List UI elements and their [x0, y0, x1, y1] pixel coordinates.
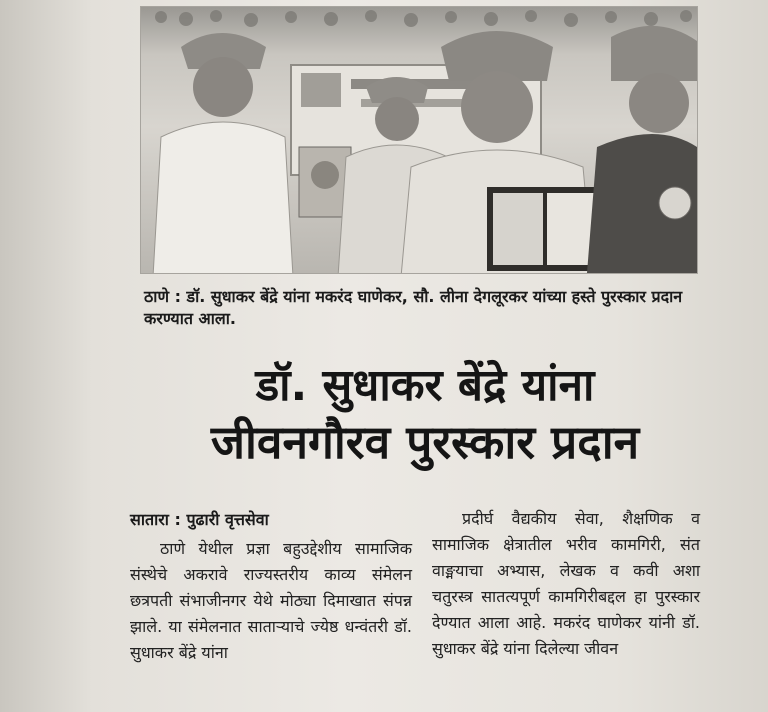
headline-line-2: जीवनगौरव पुरस्कार प्रदान	[210, 415, 640, 469]
right-column-text: प्रदीर्घ वैद्यकीय सेवा, शैक्षणिक व सामाजिक क्षेत्रातील भरीव कामगिरी, संत वाङ्मयाचा अभ्यास, लेखक व कवी अशा चतुरस्त्र सातत्यपूर्ण कामगिरीबद्दल हा पुरस्कार देण्यात आला आहे. मकरंद घाणेकर यांनी डॉ. सुधाकर बेंद्रे यांना दिलेल्या जीवन	[432, 509, 700, 658]
headline-line-1: डॉ. सुधाकर बेंद्रे यांना	[255, 360, 595, 411]
ceremony-photo	[140, 6, 698, 274]
dateline: सातारा : पुढारी वृत्तसेवा	[130, 510, 269, 529]
photo-caption: ठाणे : डॉ. सुधाकर बेंद्रे यांना मकरंद घाणेकर, सौ. लीना देगलूरकर यांच्या हस्ते पुरस्कार प्रदान करण्यात आला.	[144, 287, 683, 328]
article-column-right	[432, 506, 700, 662]
article-column-left	[130, 536, 412, 666]
left-column-text: ठाणे येथील प्रज्ञा बहुउद्देशीय सामाजिक संस्थेचे अकरावे राज्यस्तरीय काव्य संमेलन छत्रपती संभाजीनगर येथे मोठ्या दिमाखात संपन्न झाले. या संमेलनात साताऱ्याचे ज्येष्ठ धन्वंतरी डॉ. सुधाकर बेंद्रे यांना	[130, 539, 412, 662]
person-left	[153, 33, 293, 273]
headline	[120, 358, 730, 470]
